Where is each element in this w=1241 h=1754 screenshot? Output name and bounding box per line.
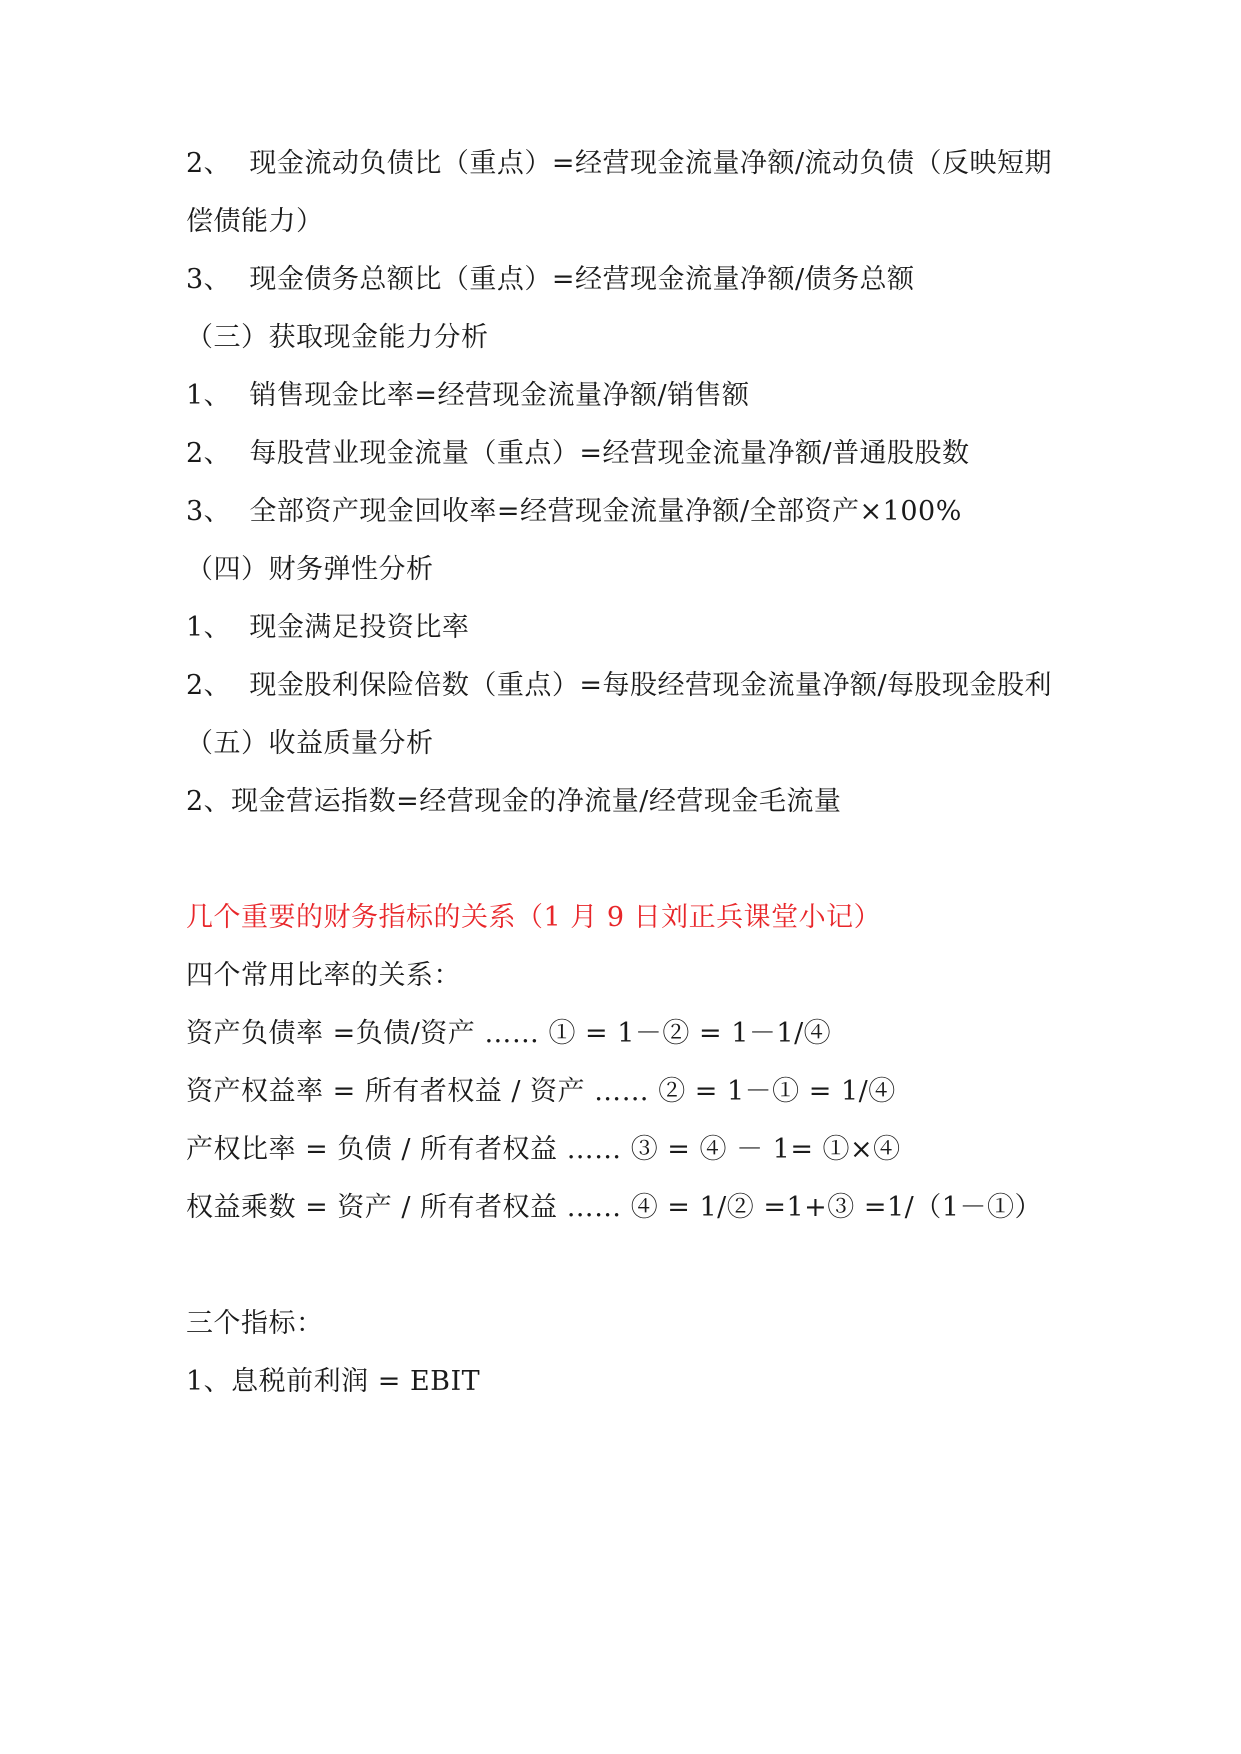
subheading-four-ratios: 四个常用比率的关系： [186,960,461,991]
formula-debt-asset-ratio: 资产负债率 =负债/资产 …… ① = 1－② = 1－1/④ [186,1018,832,1049]
text-line-cash-operating-index: 2、现金营运指数=经营现金的净流量/经营现金毛流量 [186,786,842,817]
subheading-three-indicators: 三个指标： [186,1308,324,1339]
section-heading-earnings-quality: （五）收益质量分析 [186,728,434,759]
section-heading-financial-flexibility: （四）财务弹性分析 [186,554,434,585]
text-line-asset-cash-recovery: 3、 全部资产现金回收率=经营现金流量净额/全部资产×100% [186,496,962,527]
text-line-cash-current-liability-ratio: 2、 现金流动负债比（重点）=经营现金流量净额/流动负债（反映短期 [186,148,1053,179]
formula-equity-ratio: 产权比率 = 负债 / 所有者权益 …… ③ = ④ － 1= ①×④ [186,1134,901,1165]
text-line-cash-investment-ratio: 1、 现金满足投资比率 [186,612,470,643]
text-line-per-share-cash-flow: 2、 每股营业现金流量（重点）=经营现金流量净额/普通股股数 [186,438,970,469]
formula-equity-asset-ratio: 资产权益率 = 所有者权益 / 资产 …… ② = 1－① = 1/④ [186,1076,896,1107]
text-line-cash-debt-ratio: 3、 现金债务总额比（重点）=经营现金流量净额/债务总额 [186,264,915,295]
text-line-cash-dividend-coverage: 2、 现金股利保险倍数（重点）=每股经营现金流量净额/每股现金股利 [186,670,1053,701]
red-heading-indicator-relations: 几个重要的财务指标的关系（1 月 9 日刘正兵课堂小记） [186,902,882,933]
text-line-continuation: 偿债能力） [186,206,324,237]
section-heading-cash-ability: （三）获取现金能力分析 [186,322,489,353]
text-line-sales-cash-ratio: 1、 销售现金比率=经营现金流量净额/销售额 [186,380,750,411]
text-line-ebit: 1、息税前利润 = EBIT [186,1366,481,1397]
formula-equity-multiplier: 权益乘数 = 资产 / 所有者权益 …… ④ = 1/② =1+③ =1/（1－①） [186,1192,1042,1223]
